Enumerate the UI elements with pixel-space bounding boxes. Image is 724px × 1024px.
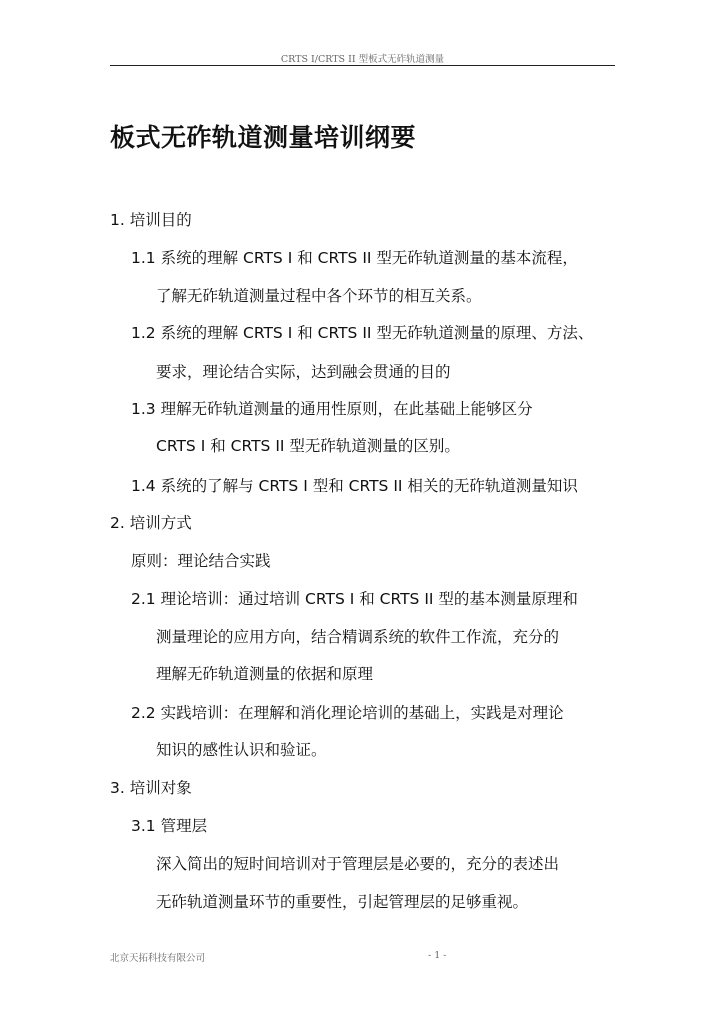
item-2-1-cont-a: 测量理论的应用方向，结合精调系统的软件工作流，充分的 (156, 628, 560, 646)
footer-page-number: - 1 - (428, 950, 447, 961)
item-3-1-body-b: 无砟轨道测量环节的重要性，引起管理层的足够重视。 (156, 893, 529, 911)
section-heading-2: 2. 培训方式 (110, 514, 192, 532)
item-1-4: 1.4 系统的了解与 CRTS I 型和 CRTS II 相关的无砟轨道测量知识 (131, 477, 578, 495)
item-1-2-cont: 要求，理论结合实际，达到融会贯通的目的 (156, 363, 451, 381)
item-1-3-cont: CRTS I 和 CRTS II 型无砟轨道测量的区别。 (156, 437, 460, 455)
footer-company: 北京天拓科技有限公司 (110, 953, 206, 964)
principle-line: 原则：理论结合实践 (131, 552, 271, 570)
section-heading-1: 1. 培训目的 (110, 211, 192, 229)
document-title: 板式无砟轨道测量培训纲要 (110, 123, 417, 152)
item-1-1: 1.1 系统的理解 CRTS I 和 CRTS II 型无砟轨道测量的基本流程， (131, 249, 578, 267)
page-header: CRTS I/CRTS II 型板式无砟轨道测量 (280, 54, 445, 65)
item-1-2: 1.2 系统的理解 CRTS I 和 CRTS II 型无砟轨道测量的原理、方法、 (131, 324, 594, 342)
item-2-1-cont-b: 理解无砟轨道测量的依据和原理 (156, 665, 374, 683)
item-3-1: 3.1 管理层 (131, 817, 208, 835)
item-1-1-cont: 了解无砟轨道测量过程中各个环节的相互关系。 (156, 287, 482, 305)
item-2-2: 2.2 实践培训：在理解和消化理论培训的基础上，实践是对理论 (131, 704, 564, 722)
section-heading-3: 3. 培训对象 (110, 779, 192, 797)
item-2-2-cont: 知识的感性认识和验证。 (156, 741, 327, 759)
header-rule (110, 65, 615, 66)
item-2-1: 2.1 理论培训：通过培训 CRTS I 和 CRTS II 型的基本测量原理和 (131, 590, 578, 608)
item-1-3: 1.3 理解无砟轨道测量的通用性原则，在此基础上能够区分 (131, 400, 533, 418)
item-3-1-body-a: 深入简出的短时间培训对于管理层是必要的，充分的表述出 (156, 855, 560, 873)
